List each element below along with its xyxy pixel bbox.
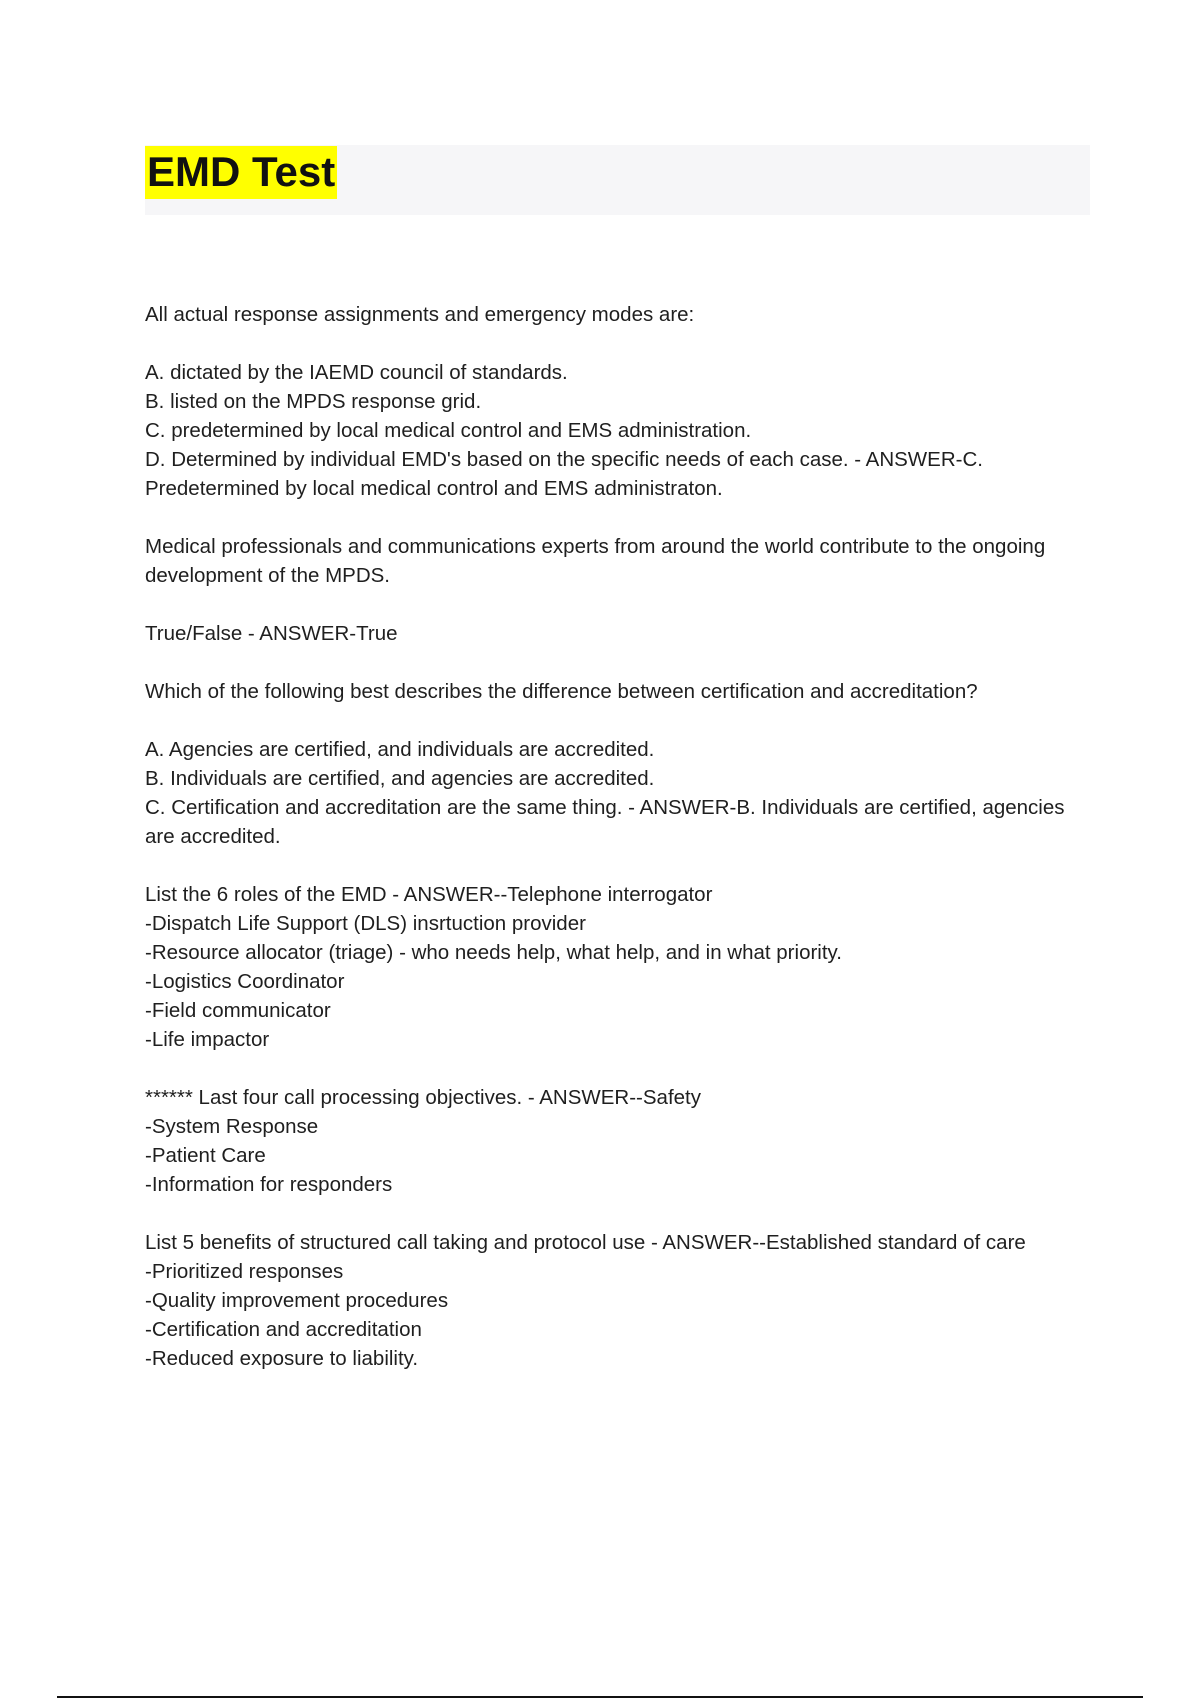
option-line: C. Certification and accreditation are the same thing. - ANSWER-B. Individuals are certified, agencies are accredited.	[145, 796, 1065, 848]
list-line: -Life impactor	[145, 1028, 270, 1051]
question-4	[145, 880, 1065, 1054]
list-line: -Quality improvement procedures	[145, 1289, 449, 1312]
option-line: A. Agencies are certified, and individuals are accredited.	[145, 738, 655, 761]
option-line: D. Determined by individual EMD's based on the specific needs of each case. - ANSWER-C. Predetermined by local medical control and EMS administraton.	[145, 448, 983, 500]
question-5	[145, 1083, 1065, 1199]
list-line: -Field communicator	[145, 999, 331, 1022]
question-3-options	[145, 735, 1065, 851]
question-2-prompt	[145, 532, 1065, 590]
answer-line: True/False - ANSWER-True	[145, 622, 398, 645]
text-line: Which of the following best describes the difference between certification and accreditation?	[145, 680, 978, 703]
list-line: List 5 benefits of structured call taking and protocol use - ANSWER--Established standard of care	[145, 1231, 1026, 1254]
document-body	[145, 300, 1065, 1402]
text-line: Medical professionals and communications experts from around the world contribute to the ongoing development of the MPDS.	[145, 535, 1046, 587]
page-bottom-rule	[57, 1696, 1143, 1698]
question-1-prompt	[145, 300, 1065, 329]
list-line: -Resource allocator (triage) - who needs help, what help, and in what priority.	[145, 941, 842, 964]
list-line: -Reduced exposure to liability.	[145, 1347, 419, 1370]
question-1-options	[145, 358, 1065, 503]
list-line: ****** Last four call processing objectives. - ANSWER--Safety	[145, 1086, 702, 1109]
question-6	[145, 1228, 1065, 1373]
list-line: List the 6 roles of the EMD - ANSWER--Telephone interrogator	[145, 883, 713, 906]
list-line: -Certification and accreditation	[145, 1318, 422, 1341]
list-line: -Logistics Coordinator	[145, 970, 345, 993]
question-3-prompt	[145, 677, 1065, 706]
option-line: A. dictated by the IAEMD council of standards.	[145, 361, 568, 384]
list-line: -System Response	[145, 1115, 319, 1138]
list-line: -Patient Care	[145, 1144, 266, 1167]
option-line: B. Individuals are certified, and agencies are accredited.	[145, 767, 655, 790]
option-line: B. listed on the MPDS response grid.	[145, 390, 482, 413]
question-2-answer	[145, 619, 1065, 648]
list-line: -Information for responders	[145, 1173, 393, 1196]
option-line: C. predetermined by local medical control and EMS administration.	[145, 419, 752, 442]
text-line: All actual response assignments and emergency modes are:	[145, 303, 695, 326]
list-line: -Dispatch Life Support (DLS) insrtuction provider	[145, 912, 586, 935]
list-line: -Prioritized responses	[145, 1260, 344, 1283]
page-title: EMD Test	[145, 146, 337, 199]
